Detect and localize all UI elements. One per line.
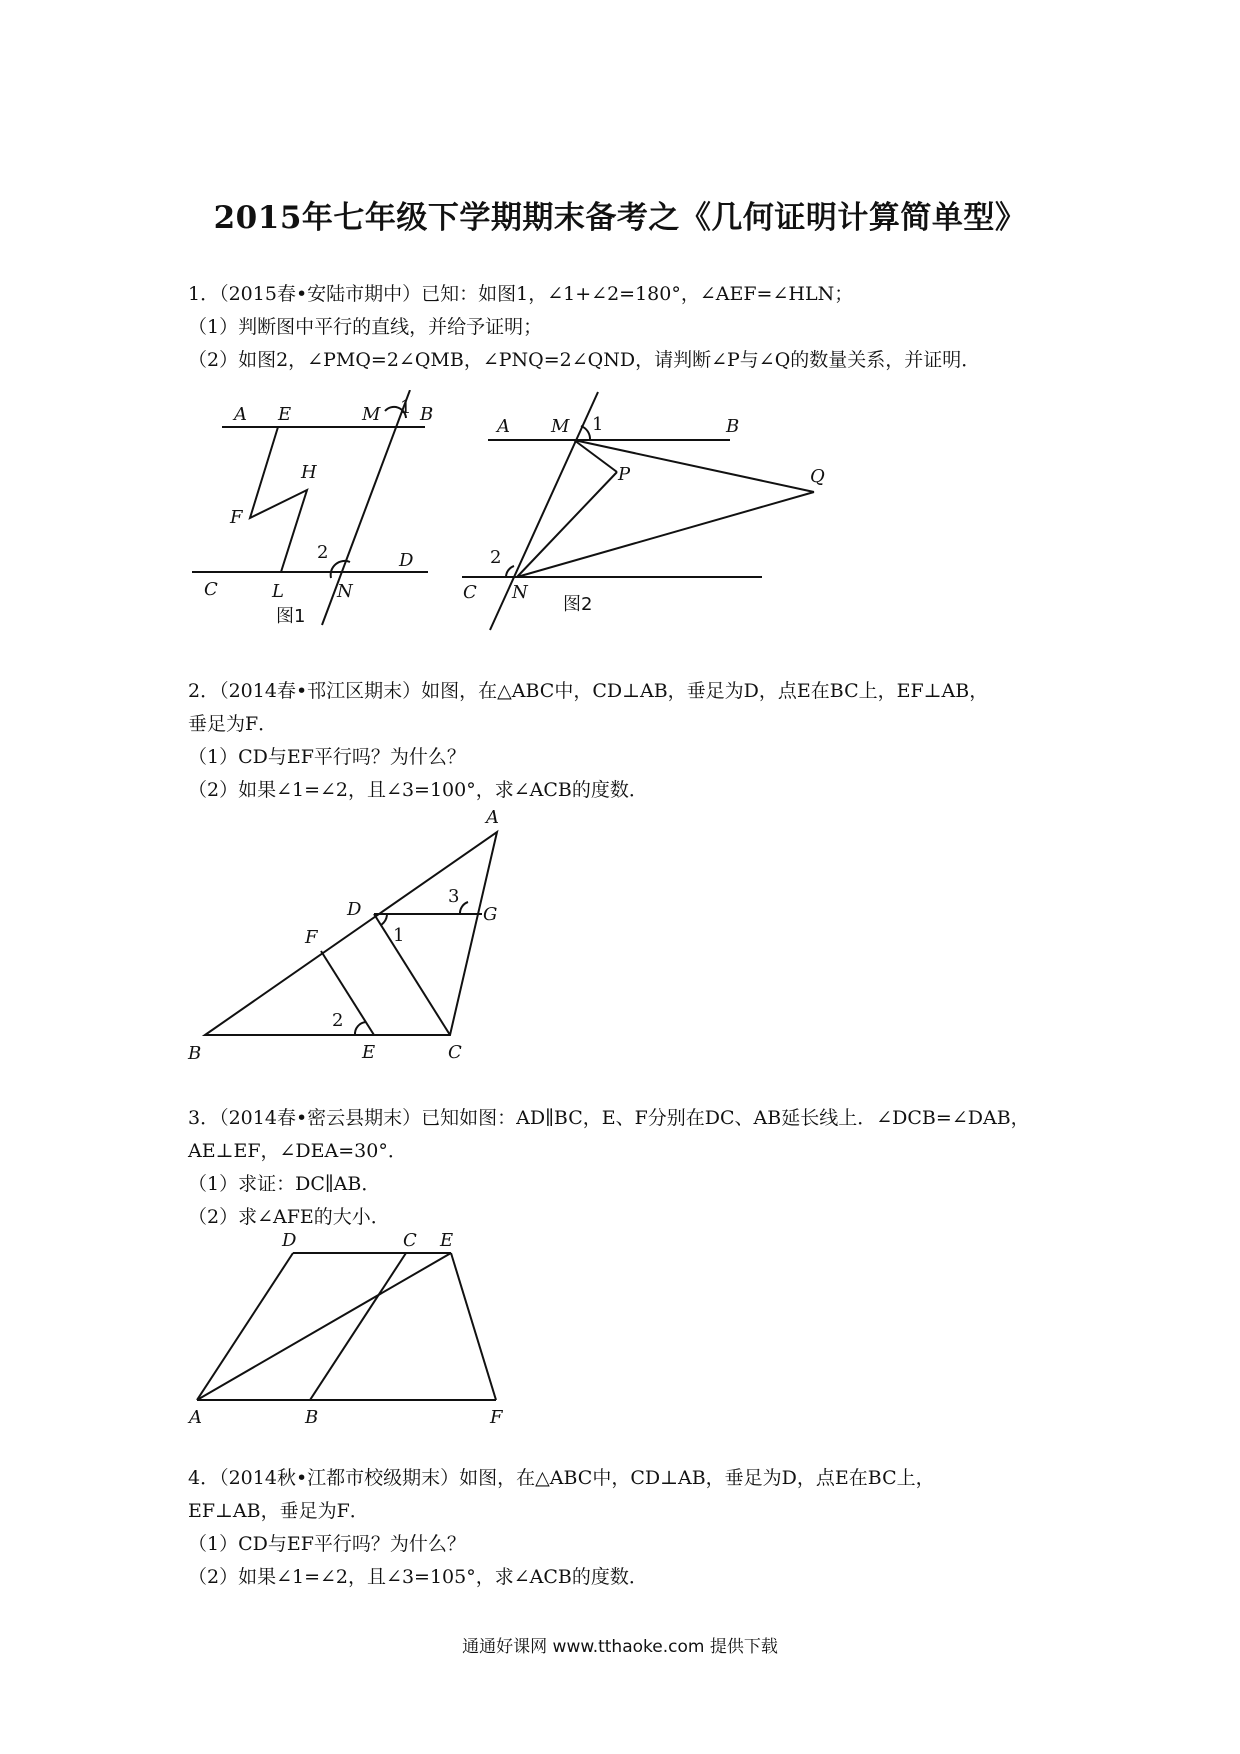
label-d: D bbox=[347, 899, 362, 920]
label-p: P bbox=[618, 464, 631, 485]
question-1-stem: 1．（2015春•安陆市期中）已知：如图1，∠1+∠2=180°，∠AEF=∠HLN； bbox=[188, 283, 854, 305]
figure-2 bbox=[455, 385, 845, 635]
question-2-stem: 2．（2014春•邗江区期末）如图，在△ABC中，CD⊥AB，垂足为D，点E在BC上，EF⊥AB， bbox=[188, 680, 989, 702]
label-angle-2: 2 bbox=[332, 1010, 344, 1031]
label-angle-2: 2 bbox=[317, 542, 329, 563]
segment-ef bbox=[321, 951, 374, 1035]
label-d: D bbox=[399, 550, 414, 571]
label-b: B bbox=[305, 1407, 319, 1428]
label-f: F bbox=[305, 927, 318, 948]
figure-question-3 bbox=[185, 1225, 525, 1430]
figure-1 bbox=[185, 390, 445, 630]
segment-nq bbox=[517, 492, 814, 577]
label-q: Q bbox=[810, 466, 825, 487]
question-2-stem-cont: 垂足为F． bbox=[188, 713, 278, 735]
question-1-part-2: （2）如图2，∠PMQ=2∠QMB，∠PNQ=2∠QND，请判断∠P与∠Q的数量关系，并证明． bbox=[188, 349, 981, 371]
question-4-part-2: （2）如果∠1=∠2，且∠3=105°，求∠ACB的度数． bbox=[188, 1566, 648, 1588]
question-3-stem-cont: AE⊥EF，∠DEA=30°． bbox=[188, 1140, 407, 1162]
label-d: D bbox=[282, 1230, 297, 1251]
question-2-part-2: （2）如果∠1=∠2，且∠3=100°，求∠ACB的度数． bbox=[188, 779, 648, 801]
question-1 bbox=[188, 278, 1068, 377]
label-c: C bbox=[463, 582, 477, 603]
angle-2-arc bbox=[355, 1022, 366, 1035]
label-f: F bbox=[490, 1407, 503, 1428]
label-b: B bbox=[726, 416, 740, 437]
angle-2-arc bbox=[506, 566, 514, 577]
transversal-mn bbox=[322, 390, 410, 625]
label-c: C bbox=[403, 1230, 417, 1251]
page-title: 2015年七年级下学期期末备考之《几何证明计算简单型》 bbox=[213, 200, 1027, 236]
question-2-part-1: （1）CD与EF平行吗？为什么？ bbox=[188, 746, 466, 768]
label-b: B bbox=[188, 1043, 202, 1064]
label-n: N bbox=[512, 582, 528, 603]
figure-question-2 bbox=[185, 805, 515, 1065]
question-4-stem: 4．（2014秋•江都市校级期末）如图，在△ABC中，CD⊥AB，垂足为D，点E在BC上， bbox=[188, 1467, 935, 1489]
triangle-abc bbox=[205, 832, 497, 1035]
label-a: A bbox=[234, 404, 247, 425]
label-a: A bbox=[189, 1407, 202, 1428]
segment-ef bbox=[451, 1253, 496, 1400]
question-4-stem-cont: EF⊥AB，垂足为F． bbox=[188, 1500, 369, 1522]
label-e: E bbox=[362, 1042, 376, 1063]
page-footer: 通通好课网 www.tthaoke.com 提供下载 bbox=[462, 1637, 778, 1657]
question-3 bbox=[188, 1102, 1068, 1234]
question-3-stem: 3．（2014春•密云县期末）已知如图：AD∥BC，E、F分别在DC、AB延长线上．∠DCB=∠DAB， bbox=[188, 1107, 1030, 1129]
segment-ad bbox=[197, 1253, 293, 1400]
label-g: G bbox=[483, 904, 498, 925]
label-b: B bbox=[420, 404, 434, 425]
label-c: C bbox=[204, 579, 218, 600]
label-m: M bbox=[551, 416, 570, 437]
label-f: F bbox=[230, 507, 243, 528]
question-4 bbox=[188, 1462, 1068, 1594]
label-e: E bbox=[278, 404, 292, 425]
segment-cd bbox=[374, 914, 450, 1035]
segment-np bbox=[517, 472, 617, 577]
label-a: A bbox=[486, 807, 499, 828]
figure-2-caption: 图2 bbox=[563, 594, 593, 615]
angle-3-arc bbox=[460, 902, 468, 914]
label-n: N bbox=[337, 581, 353, 602]
label-angle-3: 3 bbox=[448, 886, 460, 907]
label-m: M bbox=[362, 404, 381, 425]
question-3-part-1: （1）求证：DC∥AB． bbox=[188, 1173, 381, 1195]
question-3-part-2: （2）求∠AFE的大小． bbox=[188, 1206, 390, 1228]
question-2 bbox=[188, 675, 1068, 807]
label-angle-2: 2 bbox=[490, 547, 502, 568]
label-angle-1: 1 bbox=[400, 397, 412, 418]
figure-1-caption: 图1 bbox=[276, 606, 306, 627]
label-c: C bbox=[448, 1042, 462, 1063]
label-e: E bbox=[440, 1230, 454, 1251]
label-a: A bbox=[497, 416, 510, 437]
question-1-part-1: （1）判断图中平行的直线，并给予证明； bbox=[188, 316, 543, 338]
zigzag-e-f-h-l bbox=[250, 427, 307, 572]
label-angle-1: 1 bbox=[592, 414, 604, 435]
label-l: L bbox=[272, 581, 284, 602]
question-4-part-1: （1）CD与EF平行吗？为什么？ bbox=[188, 1533, 466, 1555]
label-h: H bbox=[301, 462, 317, 483]
angle-1-arc bbox=[381, 915, 387, 925]
label-angle-1: 1 bbox=[393, 925, 405, 946]
